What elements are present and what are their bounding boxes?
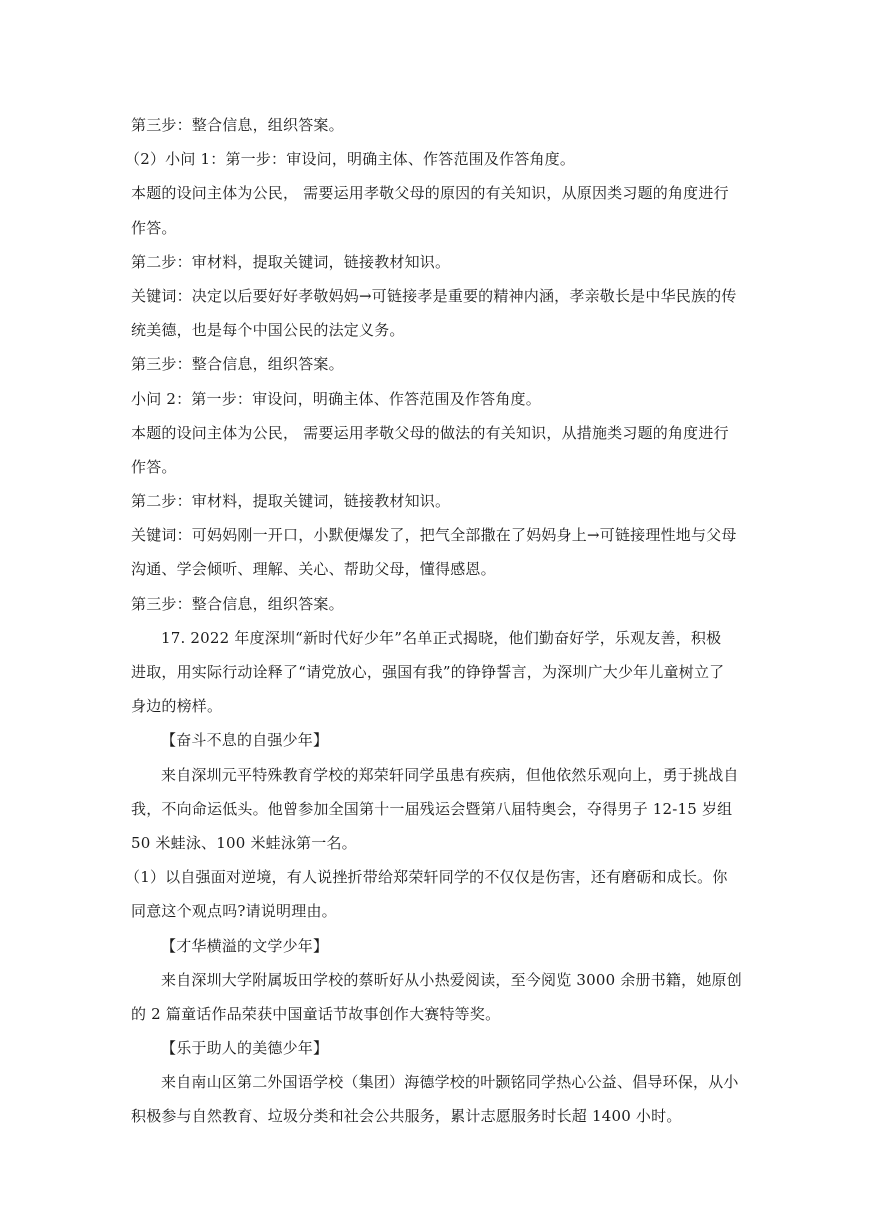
sub-question-line: （1）以自强面对逆境，有人说挫折带给郑荣轩同学的不仅仅是伤害，还有磨砺和成长。你 [125,868,728,887]
step-two-line: 第二步：审材料，提取关键词，链接教材知识。 [131,492,451,511]
question-17-continuation-line: 身边的榜样。 [131,697,223,716]
section-heading-virtue: 【乐于助人的美德少年】 [161,1039,329,1058]
section-heading-self-strengthening: 【奋斗不息的自强少年】 [161,731,329,750]
sub-question-one-line: （2）小问 1：第一步：审设问，明确主体、作答范围及作答角度。 [125,150,576,169]
paragraph-line: 来自南山区第二外国语学校（集团）海德学校的叶颢铭同学热心公益、倡导环保，从小 [161,1073,739,1092]
answer-line: 作答。 [131,218,177,237]
question-subject-line: 本题的设问主体为公民， 需要运用孝敬父母的做法的有关知识，从措施类习题的角度进行 [131,423,729,442]
keyword-continuation-line: 沟通、学会倾听、理解、关心、帮助父母，懂得感恩。 [131,560,496,579]
paragraph-line: 来自深圳元平特殊教育学校的郑荣轩同学虽患有疾病，但他依然乐观向上，勇于挑战自 [161,765,739,784]
keyword-continuation-line: 统美德，也是每个中国公民的法定义务。 [131,321,405,340]
keyword-line: 关键词：可妈妈刚一开口，小默便爆发了，把气全部撒在了妈妈身上→可链接理性地与父母 [131,526,737,545]
paragraph-line: 50 米蛙泳、100 米蛙泳第一名。 [131,833,357,852]
question-17-continuation-line: 进取，用实际行动诠释了“请党放心，强国有我”的铮铮誓言，为深圳广大少年儿童树立了 [131,663,725,681]
document-body [125,108,745,1134]
paragraph-line: 来自深圳大学附属坂田学校的蔡昕好从小热爱阅读，至今阅览 3000 余册书籍，她原创 [161,970,742,989]
step-two-line: 第二步：审材料，提取关键词，链接教材知识。 [131,252,451,271]
question-17-line: 17. 2022 年度深圳“新时代好少年”名单正式揭晓，他们勤奋好学，乐观友善，积极 [161,628,722,647]
keyword-line: 关键词：决定以后要好好孝敬妈妈→可链接孝是重要的精神内涵，孝亲敬长是中华民族的传 [131,286,737,305]
question-subject-line: 本题的设问主体为公民， 需要运用孝敬父母的原因的有关知识，从原因类习题的角度进行 [131,184,729,203]
step-three-line: 第三步：整合信息，组织答案。 [131,355,344,374]
sub-question-continuation-line: 同意这个观点吗?请说明理由。 [131,902,337,921]
sub-question-two-line: 小问 2：第一步：审设问，明确主体、作答范围及作答角度。 [131,389,541,408]
section-heading-literary: 【才华横溢的文学少年】 [161,936,329,955]
paragraph-line: 积极参与自然教育、垃圾分类和社会公共服务，累计志愿服务时长超 1400 小时。 [131,1107,682,1126]
paragraph-line: 的 2 篇童话作品荣获中国童话节故事创作大赛特等奖。 [131,1004,501,1023]
step-three-line: 第三步：整合信息，组织答案。 [131,594,344,613]
step-three-line: 第三步：整合信息，组织答案。 [131,116,344,134]
paragraph-line: 我，不向命运低头。他曾参加全国第十一届残运会暨第八届特奥会，夺得男子 12-15 岁组 [131,799,733,818]
answer-line: 作答。 [131,457,177,476]
